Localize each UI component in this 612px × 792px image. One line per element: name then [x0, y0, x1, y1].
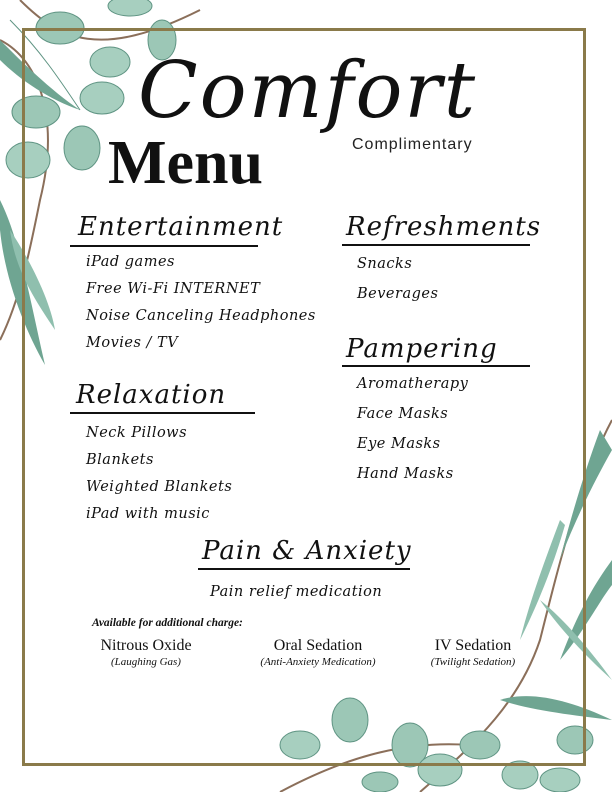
section-title-pain-anxiety: Pain & Anxiety	[202, 536, 412, 566]
pain-item: Pain relief medication	[210, 584, 383, 600]
section-title-pampering: Pampering	[346, 334, 498, 364]
refreshments-item: Snacks	[357, 256, 413, 272]
pampering-underline	[342, 365, 530, 367]
entertainment-item: Movies / TV	[86, 335, 179, 351]
relaxation-item: Neck Pillows	[86, 425, 188, 441]
option-oral-sedation: Oral Sedation	[273, 637, 363, 654]
title-menu: Menu	[108, 129, 263, 197]
refreshments-item: Beverages	[357, 286, 439, 302]
entertainment-item: Free Wi-Fi INTERNET	[86, 281, 261, 297]
additional-charge-label: Available for additional charge:	[92, 617, 243, 629]
subtitle-complimentary: Complimentary	[352, 136, 473, 153]
pampering-item: Hand Masks	[357, 466, 454, 482]
pain-anxiety-underline	[198, 568, 410, 570]
pampering-item: Face Masks	[357, 406, 449, 422]
section-title-entertainment: Entertainment	[78, 212, 284, 242]
pampering-item: Eye Masks	[357, 436, 441, 452]
entertainment-underline	[70, 245, 258, 247]
relaxation-item: Weighted Blankets	[86, 479, 233, 495]
section-title-refreshments: Refreshments	[346, 212, 542, 242]
title-comfort: Comfort	[138, 46, 478, 136]
entertainment-item: Noise Canceling Headphones	[86, 308, 316, 324]
option-nitrous-oxide-sub: (Laughing Gas)	[111, 656, 181, 668]
section-title-relaxation: Relaxation	[76, 380, 227, 410]
relaxation-item: iPad with music	[86, 506, 210, 522]
option-nitrous-oxide: Nitrous Oxide	[100, 637, 192, 654]
relaxation-item: Blankets	[86, 452, 154, 468]
option-iv-sedation: IV Sedation	[434, 637, 512, 654]
option-iv-sedation-sub: (Twilight Sedation)	[430, 656, 516, 668]
relaxation-underline	[70, 412, 255, 414]
option-oral-sedation-sub: (Anti-Anxiety Medication)	[260, 656, 376, 668]
entertainment-item: iPad games	[86, 254, 175, 270]
refreshments-underline	[342, 244, 530, 246]
pampering-item: Aromatherapy	[357, 376, 469, 392]
